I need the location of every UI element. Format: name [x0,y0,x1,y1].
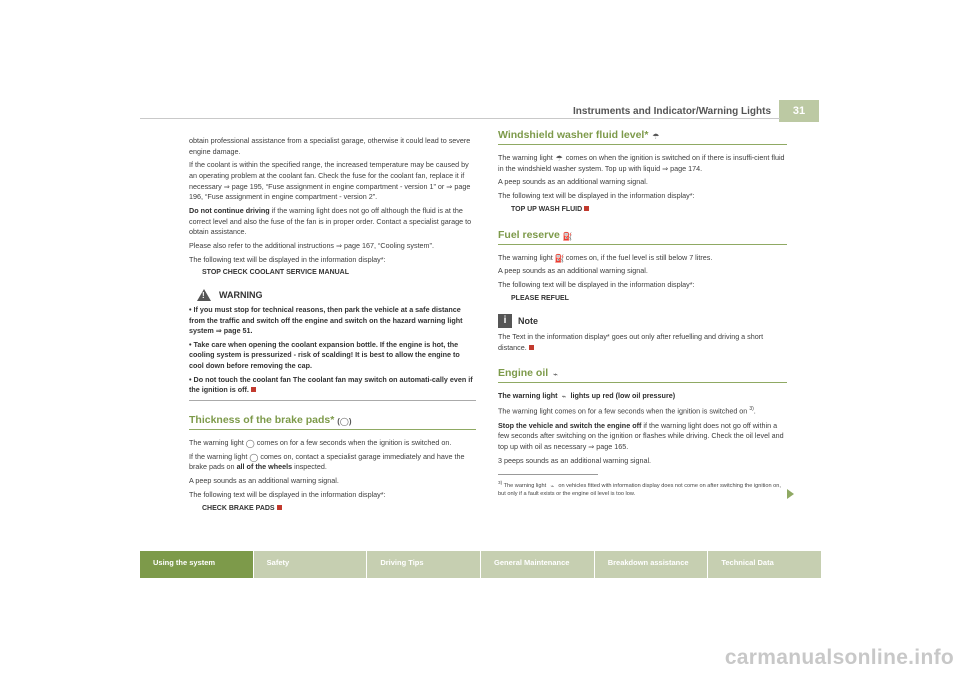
washer-fluid-icon: ☂ [555,154,563,163]
bold-text: Do not continue driving [189,205,270,215]
paragraph: The warning light ⛽ comes on, if the fuel level is still below 7 litres. [498,252,713,263]
tab-general-maintenance[interactable]: General Maintenance [481,551,594,578]
paragraph: The following text will be displayed in the information display*: [498,191,695,201]
left-column [189,136,476,520]
paragraph: obtain professional assistance from a specialist garage, otherwise it could lead to severe engine damage. [189,136,471,156]
footnote-divider [498,474,598,475]
watermark: carmanualsonline.info [724,646,954,669]
footnote-ref: 3) [749,406,754,413]
bold-text: Stop the vehicle and switch the engine off [498,420,642,430]
display-message: TOP UP WASH FLUID [498,205,787,216]
footnote: $^{3)}$ The warning light ⌁ on vehicles fitted with information display does not come on after switching the ignition on, but only if a fault exists or the engine oil level is too low. [498,480,781,498]
section-heading-engine-oil: Engine oil ⌁ [498,368,787,383]
paragraph: Stop the vehicle and switch the engine off if the warning light does not go off within a few seconds after switching on the ignition or flashes while driving. Check the oil level and top up with oil as necessary ⇒ page 165. [498,420,784,451]
warning-item: • Take care when opening the coolant expansion bottle. If the engine is hot, the cooling system is pressurized - risk of scalding! It is best to allow the engine to cool down before removing the cap. [189,339,460,371]
warning-title: WARNING [219,289,263,300]
note-text: The Text in the information display* goes out only after refuelling and driving a short distance. [498,332,764,353]
warning-triangle-icon: ! [197,289,211,301]
paragraph: A peep sounds as an additional warning signal. [189,475,339,485]
paragraph: The warning light ◯ comes on for a few seconds when the ignition is switched on. [189,437,452,448]
brake-pad-icon: ◯ [249,452,259,462]
display-message: PLEASE REFUEL [511,294,569,302]
paragraph: If the coolant is within the specified range, the increased temperature may be caused by an operating problem at the coolant fan. Check the fuse for the coolant fan, replace it if necessary ⇒ page 195, “Fuse assignment in engine compartment - version 1” or ⇒ page 196, “Fuse assignment in engine compartment - version 2”. [189,160,471,202]
next-page-arrow-icon [787,489,794,499]
tab-technical-data[interactable]: Technical Data [708,551,821,578]
footer-tab-bar [140,551,821,578]
brake-pad-icon: ◯ [245,438,255,448]
page-header-title: Instruments and Indicator/Warning Lights [573,106,771,117]
oil-can-icon: ⌁ [550,484,555,491]
tab-safety[interactable]: Safety [254,551,367,578]
header-divider [140,118,780,119]
section-heading-washer-fluid: Windshield washer fluid level* ☂ [498,130,787,145]
paragraph: A peep sounds as an additional warning signal. [498,177,648,187]
fuel-pump-icon: ⛽ [562,231,573,241]
oil-can-icon: ⌁ [553,369,558,379]
bold-text: all of the wheels [236,462,293,472]
washer-fluid-icon: ☂ [652,132,660,141]
note-icon: i [498,314,512,328]
section-heading-brake-pads: Thickness of the brake pads* (◯) [189,415,476,430]
tab-using-the-system[interactable]: Using the system [140,551,253,578]
brake-pad-icon: (◯) [337,416,352,426]
fuel-pump-icon: ⛽ [554,253,565,263]
paragraph: The following text will be displayed in the information display*: [189,254,386,264]
paragraph: The warning light ☂ comes on when the ignition is switched on if there is insuffi-cient fluid in the windshield washer system. Top up with liquid ⇒ page 174. [498,153,785,173]
warning-item: • If you must stop for technical reasons, then park the vehicle at a safe distance from the traffic and switch off the engine and switch on the hazard warning light system ⇒ page 51. [189,305,463,336]
warning-item: • Do not touch the coolant fan The coolant fan may switch on automati-cally even if the ignition is off. [189,374,473,395]
paragraph [189,206,476,238]
paragraph: The warning light comes on for a few seconds when the ignition is switched on $^{3)}$. [498,406,756,416]
warning-divider [189,400,476,401]
paragraph: If the warning light ◯ comes on, contact a specialist garage immediately and have the brake pads on all of the wheels inspected. [189,451,465,472]
section-end-mark [251,387,256,392]
note-title: Note [518,316,538,327]
section-end-mark [277,505,282,510]
warning-header [189,289,476,301]
display-message: STOP CHECK COOLANT SERVICE MANUAL [202,269,350,277]
tab-driving-tips[interactable]: Driving Tips [367,551,480,578]
tab-breakdown-assistance[interactable]: Breakdown assistance [595,551,708,578]
right-column [498,122,787,499]
subheading: The warning light ⌁ lights up red (low oil pressure) [498,390,676,401]
section-heading-fuel-reserve: Fuel reserve ⛽ [498,230,787,245]
note-header [498,314,787,328]
display-message: CHECK BRAKE PADS [189,504,476,515]
paragraph: The following text will be displayed in the information display*: [189,489,386,499]
paragraph: Please also refer to the additional instructions ⇒ page 167, “Cooling system”. [189,240,434,250]
section-end-mark [584,206,589,211]
warning-box [189,289,476,401]
oil-can-icon: ⌁ [561,391,567,401]
paragraph: 3 peeps sounds as an additional warning signal. [498,455,652,465]
text: if the warning light does not go off although the fluid is at the correct level and also the fuse of the fan is in proper order. Contact a specialist garage to obtain assistance. [189,205,472,237]
paragraph: The following text will be displayed in the information display*: [498,280,695,290]
section-end-mark [529,345,534,350]
page-number: 31 [779,100,819,122]
paragraph: A peep sounds as an additional warning signal. [498,266,648,276]
